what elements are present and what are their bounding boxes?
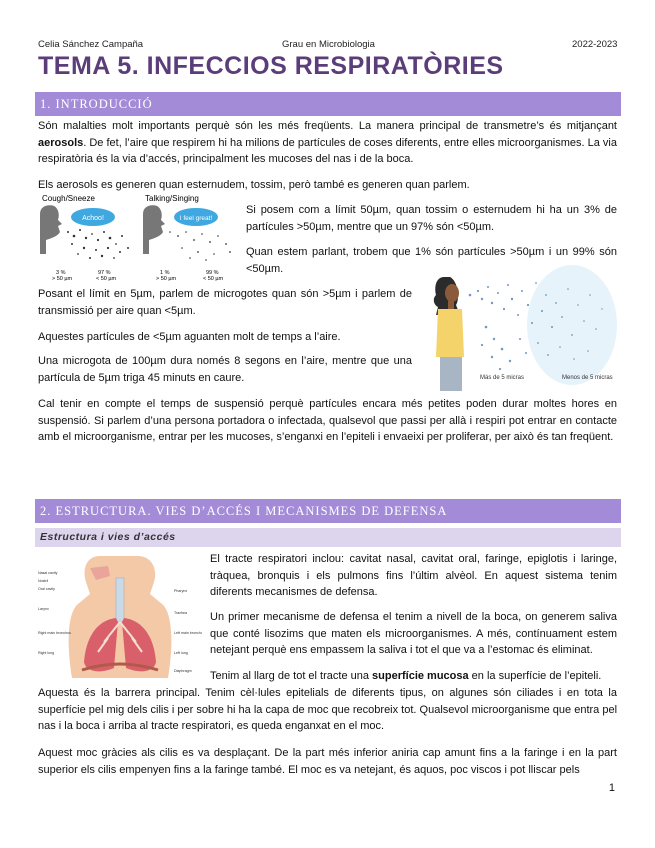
intro-paragraph-7: Una microgota de 100µm dura només 8 segons en l’aire, mentre que una partícula de 5µm triga 45 minuts en caure. <box>38 355 412 384</box>
person-face <box>445 284 459 302</box>
label-pharynx: Pharynx <box>174 589 188 593</box>
talking-label: Talking/Singing <box>145 194 199 203</box>
structure-p3-bold: superfície mucosa <box>372 670 469 682</box>
intro-paragraph-2: Els aerosols es generen quan esternudem, tossim, però també es generen quan parlem. <box>38 179 470 191</box>
structure-paragraph-3-continued: Aquesta és la barrera principal. Tenim cèl·lules epitelials de diferents tipus, on algunes són ciliades i en tota la superfície pel mig dels cilis i per sobre hi ha la capa de moc que recobreix tot. Qualsevol microorganisme que entra pel nas i la boca i arriba al tracte respiratori, es queda enganxat en el moc. <box>38 687 618 732</box>
trachea <box>116 578 124 622</box>
aerosol-figure <box>38 192 240 284</box>
structure-paragraph-4: Aquest moc gràcies als cilis es va desplaçant. De la part més inferior aniria cap amunt fins a la faringe i en la part superior els cilis empenyen fins a la faringe també. El moc es va netejant, és aquos, poc viscos i pot lliscar pels <box>38 747 617 776</box>
cough-droplets <box>67 229 129 259</box>
label-trachea: Trachea <box>174 611 188 615</box>
header-course: Grau en Microbiologia <box>282 39 375 50</box>
intro-p1-text-a: Són malalties molt importants perquè són les més freqüents. La manera principal de transmetre’s és mitjançant <box>38 120 617 132</box>
cough-stat-2-pct: 97 % <box>98 270 111 276</box>
cough-head-icon <box>40 205 62 254</box>
cough-label: Cough/Sneeze <box>42 194 95 203</box>
person-shirt <box>436 309 464 357</box>
talking-bubble-text: I feel great! <box>179 215 213 222</box>
cough-stat-1-pct: 3 % <box>56 270 66 276</box>
label-left-main-bronchus: Left main bronchus <box>174 631 202 635</box>
aerosol-illustration <box>38 192 240 284</box>
label-oral-cavity: Oral cavity <box>38 587 55 591</box>
label-less-than-5: Menos de 5 micras <box>562 375 613 381</box>
respiratory-tract-illustration <box>38 552 202 682</box>
intro-paragraph-6: Aquestes partícules de <5µm aguanten molt de temps a l’aire. <box>38 331 341 343</box>
page-number: 1 <box>608 782 615 794</box>
label-right-main-bronchus: Right main bronchus <box>38 631 71 635</box>
intro-p1-bold: aerosols <box>38 136 84 149</box>
section-1-heading: 1. INTRODUCCIÓ <box>35 92 621 116</box>
intro-paragraph-4: Quan estem parlant, trobem que 1% són partícules >50µm i un 99% són <50µm. <box>246 246 617 275</box>
cough-stat-2-size: < 50 µm <box>96 276 117 282</box>
breathing-illustration <box>422 265 617 393</box>
talking-head-icon <box>143 205 165 254</box>
label-nasal-cavity: Nasal cavity <box>38 571 58 575</box>
intro-paragraph-8: Cal tenir en compte el temps de suspensió perquè partícules encara més petites poden durar moltes hores en suspensió. Si parlem d’una persona portadora o infectada, qualsevol que passi per allà i respiri pot entrar en contacte amb el microorganisme, entrar per les mucoses, s’enganxi en l’epiteli i envaeixi per proliferar, per això és tan freqüent. <box>38 398 617 443</box>
talking-stat-2-size: < 50 µm <box>203 276 224 282</box>
talking-stat-1-pct: 1 % <box>160 270 170 276</box>
structure-paragraph-2: Un primer mecanisme de defensa el tenim a nivell de la boca, on generem saliva que conté lisozims que maten els microorganismes. A més, contínuament estem netejant perquè ens empassem la saliva i tot el que va a l’estomac és eliminat. <box>210 611 617 656</box>
person-pants <box>440 357 462 391</box>
intro-paragraph-1 <box>38 118 617 168</box>
label-nostril: Nostril <box>38 579 49 583</box>
talking-stat-2-pct: 99 % <box>206 270 219 276</box>
structure-p3-text-a: Tenim al llarg de tot el tracte una <box>210 670 373 682</box>
section-2-heading: 2. ESTRUCTURA. VIES D’ACCÉS I MECANISMES DE DEFENSA <box>35 499 621 523</box>
label-left-lung: Left lung <box>174 651 188 655</box>
structure-paragraph-3 <box>210 668 617 685</box>
label-right-lung: Right lung <box>38 651 55 655</box>
talking-droplets <box>169 231 231 261</box>
label-more-than-5: Más de 5 micras <box>480 375 525 381</box>
intro-paragraph-5: Posant el límit en 5µm, parlem de microgotes quan són >5µm i parlem de transmissió per aire quan <5µm. <box>38 288 412 317</box>
respiratory-tract-figure <box>38 552 202 682</box>
label-larynx: Larynx <box>38 607 49 611</box>
cough-stat-1-size: > 50 µm <box>52 276 73 282</box>
breathing-figure <box>422 265 617 393</box>
cough-bubble-text: Achoo! <box>82 215 104 222</box>
structure-paragraph-1: El tracte respiratori inclou: cavitat nasal, cavitat oral, faringe, epiglotis i laringe, tràquea, bronquis i els pulmons fins l’últim alvèol. En aquest sistema tenim diferents mecanismes de defensa. <box>210 553 617 598</box>
talking-stat-1-size: > 50 µm <box>156 276 177 282</box>
structure-p3-text-b: en la superfície de l’epiteli. <box>468 670 602 682</box>
header-year: 2022-2023 <box>572 39 618 50</box>
intro-paragraph-3: Si posem com a límit 50µm, quan tossim o esternudem hi ha un 3% de partícules >50µm, mentre que un 97% són <50µm. <box>246 204 617 233</box>
header-author: Celia Sánchez Campaña <box>38 39 144 50</box>
intro-p1-text-b: . De fet, l’aire que respirem hi ha milions de partícules de coses diferents, entre elles microorganismes. La via respiratòria és la via d’accés, principalment les mucoses del nas i de la boca. <box>38 136 617 165</box>
page-title: TEMA 5. INFECCIOS RESPIRATÒRIES <box>38 52 504 80</box>
section-2-subheading: Estructura i vies d’accés <box>35 528 621 547</box>
label-diaphragm: Diaphragm <box>174 669 192 673</box>
